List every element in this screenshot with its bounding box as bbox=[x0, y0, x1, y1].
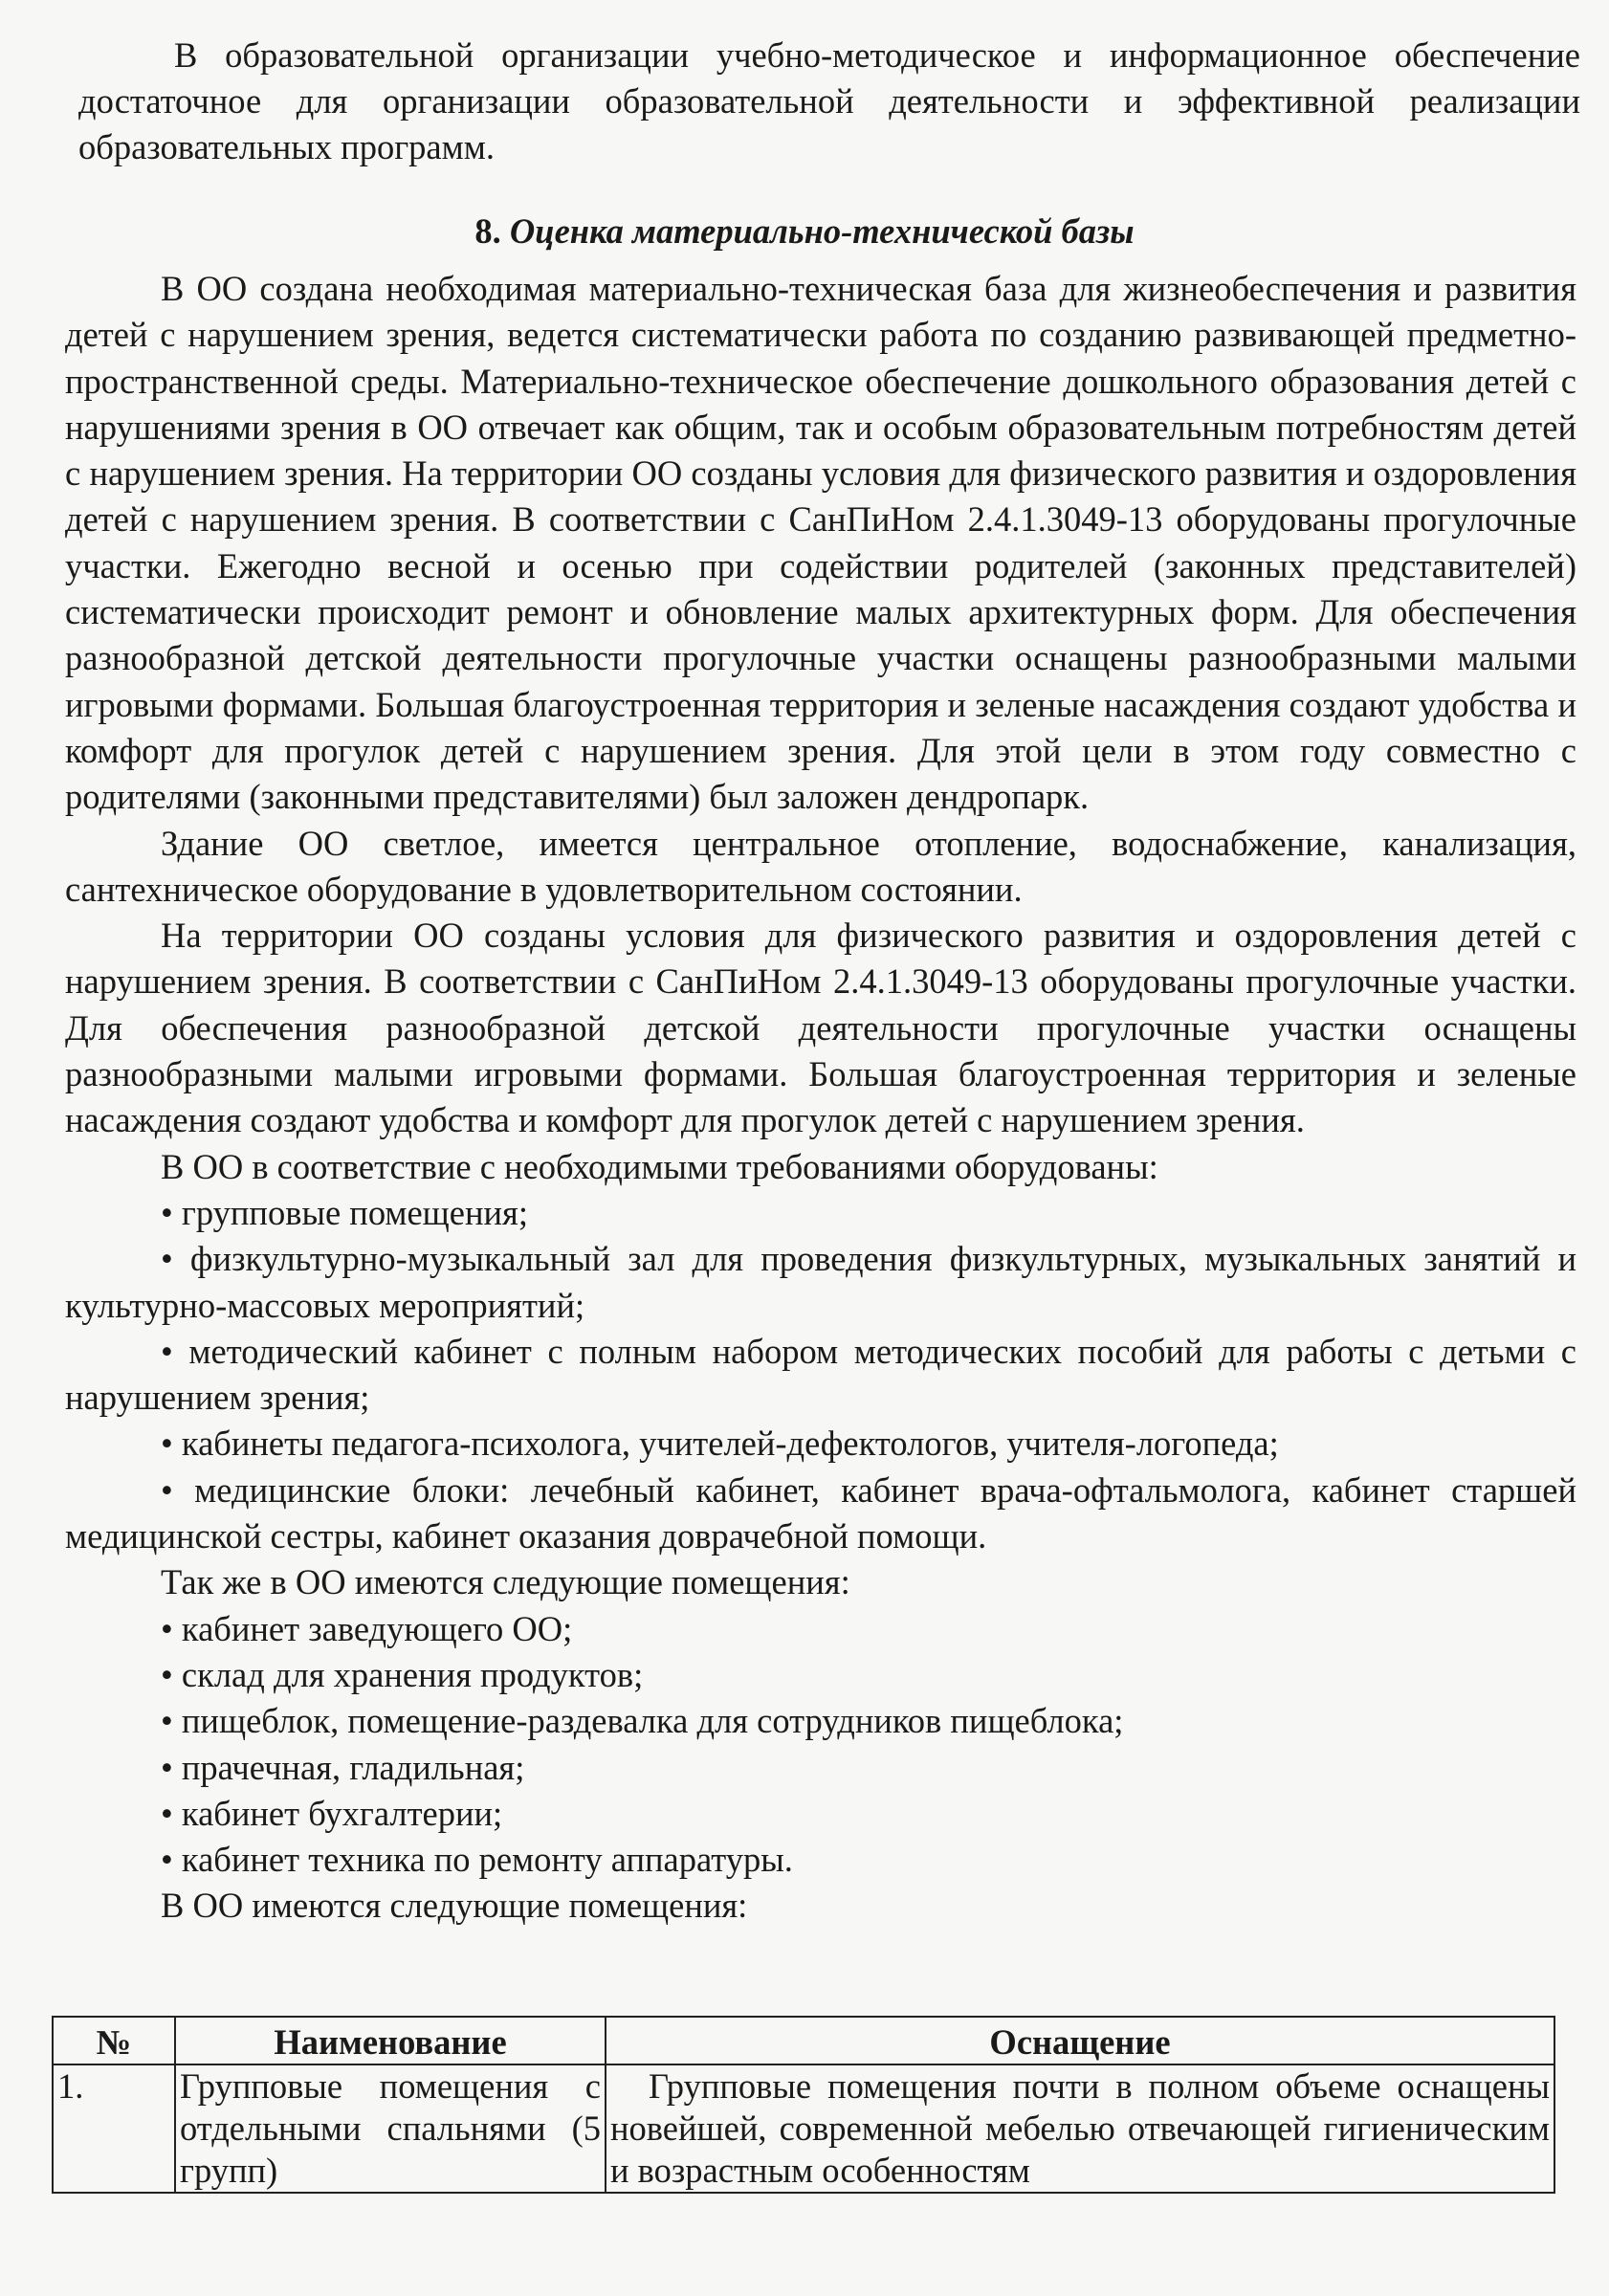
column-header-number: № bbox=[53, 2017, 175, 2064]
list-item: • физкультурно-музыкальный зал для проведения физкультурных, музыкальных занятий и культурно-массовых мероприятий; bbox=[65, 1239, 1576, 1325]
list-item: • медицинские блоки: лечебный кабинет, кабинет врача-офтальмолога, кабинет старшей медицинской сестры, кабинет оказания доврачебной помощи. bbox=[65, 1469, 1576, 1556]
section-title: Оценка материально-технической базы bbox=[509, 211, 1135, 251]
section-number: 8. bbox=[474, 211, 501, 251]
column-header-name: Наименование bbox=[175, 2017, 606, 2064]
list-item: • склад для хранения продуктов; bbox=[161, 1654, 644, 1694]
intro-paragraph: В образовательной организации учебно-методическое и информационное обеспечение достаточное для организации образовательной деятельности и эффективной реализации образовательных программ. bbox=[78, 35, 1580, 166]
equipped-list bbox=[65, 1190, 1576, 1559]
section-heading bbox=[0, 209, 1609, 254]
list-item: • кабинет заведующего ОО; bbox=[161, 1608, 573, 1648]
table-intro: В ОО имеются следующие помещения: bbox=[161, 1886, 748, 1926]
list-item: • кабинет техника по ремонту аппаратуры. bbox=[161, 1840, 793, 1880]
list-item: • групповые помещения; bbox=[161, 1192, 528, 1232]
section-body bbox=[65, 266, 1576, 1930]
paragraph-building: Здание ОО светлое, имеется центральное отопление, водоснабжение, канализация, сантехническое оборудование в удовлетворительном состоянии. bbox=[65, 823, 1576, 909]
paragraph-territory: На территории ОО созданы условия для физического развития и оздоровления детей с нарушением зрения. В соответствии с СанПиНом 2.4.1.3049-13 оборудованы прогулочные участки. Для обеспечения разнообразной детской деятельности прогулочные участки оснащены разнообразными малыми игровыми формами. Большая благоустроенная территория и зеленые насаждения создают удобства и комфорт для прогулок детей с нарушением зрения. bbox=[65, 916, 1576, 1140]
row-number: 1. bbox=[53, 2064, 175, 2193]
list-item: • кабинет бухгалтерии; bbox=[161, 1793, 503, 1833]
equipped-intro: В ОО в соответствие с необходимыми требованиями оборудованы: bbox=[161, 1146, 1158, 1186]
table-header-row bbox=[53, 2017, 1554, 2064]
rooms-intro: Так же в ОО имеются следующие помещения: bbox=[161, 1562, 850, 1602]
row-equipment: Групповые помещения почти в полном объеме оснащены новейшей, современной мебелью отвечающей гигиеническим и возрастным особенностям bbox=[606, 2064, 1554, 2193]
rooms-list bbox=[65, 1606, 1576, 1884]
list-item: • прачечная, гладильная; bbox=[161, 1747, 525, 1787]
row-name: Групповые помещения с отдельными спальнями (5 групп) bbox=[175, 2064, 606, 2193]
paragraph-material-base: В ОО создана необходимая материально-техническая база для жизнеобеспечения и развития детей с нарушением зрения, ведется систематически работа по созданию развивающей предметно-пространственной среды. Материально-техническое обеспечение дошкольного образования детей с нарушениями зрения в ОО отвечает как общим, так и особым образовательным потребностям детей с нарушением зрения. На территории ОО созданы условия для физического развития и оздоровления детей с нарушением зрения. В соответствии с СанПиНом 2.4.1.3049-13 оборудованы прогулочные участки. Ежегодно весной и осенью при содействии родителей (законных представителей) систематически происходит ремонт и обновление малых архитектурных форм. Для обеспечения разнообразной детской деятельности прогулочные участки оснащены разнообразными малыми игровыми формами. Большая благоустроенная территория и зеленые насаждения создают удобства и комфорт для прогулок детей с нарушением зрения. Для этой цели в этом году совместно с родителями (законными представителями) был заложен дендропарк. bbox=[65, 269, 1576, 817]
list-item: • кабинеты педагога-психолога, учителей-дефектологов, учителя-логопеда; bbox=[161, 1424, 1279, 1464]
table-row bbox=[53, 2064, 1554, 2193]
list-item: • пищеблок, помещение-раздевалка для сотрудников пищеблока; bbox=[161, 1701, 1124, 1741]
premises-table bbox=[52, 2016, 1555, 2194]
list-item: • методический кабинет с полным набором методических пособий для работы с детьми с нарушением зрения; bbox=[65, 1331, 1576, 1418]
column-header-equipment: Оснащение bbox=[606, 2017, 1554, 2064]
